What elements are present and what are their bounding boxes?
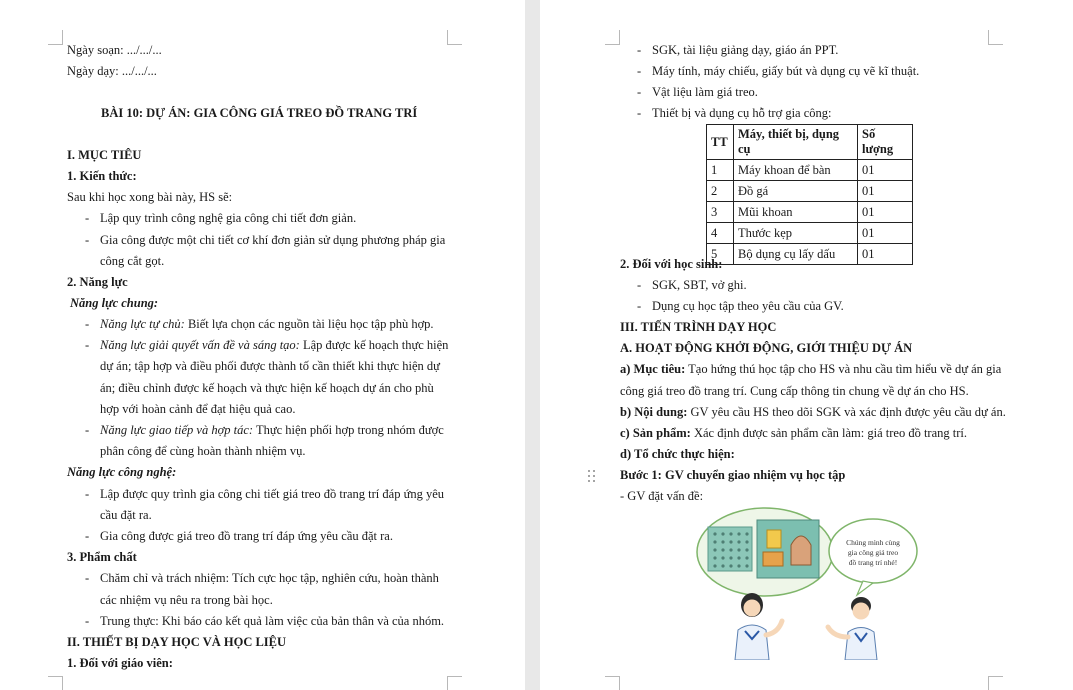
bullet-dash: - <box>637 43 642 57</box>
list-item: Chăm chỉ và trách nhiệm: Tích cực học tập, nghiên cứu, hoàn thành <box>100 571 439 585</box>
table-row <box>707 223 913 244</box>
list-item: Thiết bị và dụng cụ hỗ trợ gia công: <box>652 106 832 120</box>
bullet-dash: - <box>637 278 642 292</box>
bullet-dash: - <box>85 338 90 352</box>
list-item: Trung thực: Khi báo cáo kết quả làm việc của bản thân và của nhóm. <box>100 614 445 628</box>
list-item: SGK, SBT, vở ghi. <box>652 278 747 292</box>
subsection-heading-italic: Năng lực chung: <box>70 296 159 310</box>
item-label: c) Sản phẩm: <box>620 426 691 440</box>
table-header-cell: TT <box>707 125 734 160</box>
table-row <box>707 202 913 223</box>
table-cell: Bộ dụng cụ lấy dấu <box>734 244 858 265</box>
table-cell: Máy khoan để bàn <box>734 160 858 181</box>
right-page <box>540 0 1073 690</box>
paragraph <box>620 425 967 441</box>
prep-date: Ngày soạn: .../.../... <box>67 43 162 57</box>
bullet-dash: - <box>85 317 90 331</box>
table-row <box>707 160 913 181</box>
corner-mark-top-right <box>988 30 1003 45</box>
subsection-heading: 2. Đối với học sinh: <box>620 257 723 271</box>
item-label: a) Mục tiêu: <box>620 362 686 376</box>
table-cell: Mũi khoan <box>734 202 858 223</box>
list-item-continued: dự án; tập hợp và điều phối được thành tố cần thiết khi thực hiện dự <box>100 359 440 373</box>
paragraph <box>620 361 1001 377</box>
illustration-students <box>695 505 925 660</box>
paragraph-heading: d) Tổ chức thực hiện: <box>620 447 735 461</box>
speech-bubble-line: đồ trang trí nhé! <box>848 558 898 567</box>
teach-date: Ngày dạy: .../.../... <box>67 64 157 78</box>
section-heading: I. MỤC TIÊU <box>67 148 142 162</box>
left-page <box>0 0 525 690</box>
table-cell: 1 <box>707 160 734 181</box>
corner-mark-bottom-right <box>988 676 1003 690</box>
list-item-continued: hợp với hoàn cảnh để đạt hiệu quả cao. <box>100 402 296 416</box>
item-text: Biết lựa chọn các nguồn tài liệu học tập phù hợp. <box>184 317 434 331</box>
table-cell: 2 <box>707 181 734 202</box>
list-item-continued: các nhiệm vụ nêu ra trong bài học. <box>100 593 273 607</box>
bullet-dash: - <box>637 64 642 78</box>
list-item-continued: phân công để cùng hoàn thành nhiệm vụ. <box>100 444 306 458</box>
table-row <box>707 244 913 265</box>
list-item: Vật liệu làm giá treo. <box>652 85 758 99</box>
bullet-dash: - <box>637 106 642 120</box>
speech-bubble-line: gia công giá treo <box>847 548 899 557</box>
list-item: Gia công được giá treo đồ trang trí đáp ứng yêu cầu đặt ra. <box>100 529 393 543</box>
corner-mark-bottom-right <box>447 676 462 690</box>
bullet-dash: - <box>85 233 90 247</box>
subsection-heading: 1. Đối với giáo viên: <box>67 656 173 670</box>
list-item: Lập quy trình công nghệ gia công chi tiết đơn giản. <box>100 211 357 225</box>
subsection-heading: 1. Kiến thức: <box>67 169 137 183</box>
section-heading: II. THIẾT BỊ DẠY HỌC VÀ HỌC LIỆU <box>67 635 287 649</box>
subsection-heading-italic: Năng lực công nghệ: <box>67 465 177 479</box>
table-cell: 01 <box>858 223 913 244</box>
paragraph: - GV đặt vấn đề: <box>620 489 704 503</box>
list-item: SGK, tài liệu giảng dạy, giáo án PPT. <box>652 43 839 57</box>
bullet-dash: - <box>85 211 90 225</box>
table-cell: 3 <box>707 202 734 223</box>
item-text: Lập được kế hoạch thực hiện <box>299 338 449 352</box>
table-cell: 01 <box>858 202 913 223</box>
item-text: Thực hiện phối hợp trong nhóm được <box>253 423 444 437</box>
list-item <box>100 422 444 438</box>
list-item <box>100 316 434 332</box>
table-cell: 4 <box>707 223 734 244</box>
paragraph-heading: Bước 1: GV chuyển giao nhiệm vụ học tập <box>620 468 846 482</box>
table-header-cell: Số lượng <box>858 125 913 160</box>
item-text: Xác định được sản phẩm cần làm: giá treo đồ trang trí. <box>690 426 967 440</box>
table-cell: Đồ gá <box>734 181 858 202</box>
corner-mark-top-left <box>605 30 620 45</box>
section-heading: A. HOẠT ĐỘNG KHỞI ĐỘNG, GIỚI THIỆU DỰ ÁN <box>620 341 913 355</box>
corner-mark-bottom-left <box>48 676 63 690</box>
table-header-row <box>707 125 913 160</box>
item-text: GV yêu cầu HS theo dõi SGK và xác định được yêu cầu dự án. <box>687 405 1006 419</box>
paragraph: Sau khi học xong bài này, HS sẽ: <box>67 190 233 204</box>
table-cell: Thước kẹp <box>734 223 858 244</box>
bullet-dash: - <box>85 529 90 543</box>
item-label: Năng lực tự chủ: <box>100 317 185 331</box>
bullet-dash: - <box>85 614 90 628</box>
table-row <box>707 181 913 202</box>
bullet-dash: - <box>637 299 642 313</box>
section-heading: III. TIẾN TRÌNH DẠY HỌC <box>620 320 777 334</box>
table-cell: 01 <box>858 244 913 265</box>
paragraph-continued: công giá treo đồ trang trí. Cung cấp thông tin chung về dự án cho HS. <box>620 384 969 398</box>
bullet-dash: - <box>85 487 90 501</box>
bullet-dash: - <box>85 423 90 437</box>
list-item: Dụng cụ học tập theo yêu cầu của GV. <box>652 299 844 313</box>
paragraph <box>620 404 1006 420</box>
item-label: b) Nội dung: <box>620 405 688 419</box>
table-cell: 5 <box>707 244 734 265</box>
subsection-heading: 3. Phẩm chất <box>67 550 137 564</box>
item-text: Tạo hứng thú học tập cho HS và nhu cầu tìm hiểu về dự án gia <box>685 362 1002 376</box>
list-item-continued: công cắt gọt. <box>100 254 165 268</box>
bullet-dash: - <box>85 571 90 585</box>
list-item: Lập được quy trình gia công chi tiết giá treo đồ trang trí đáp ứng yêu <box>100 487 445 501</box>
item-label: Năng lực giao tiếp và hợp tác: <box>100 423 254 437</box>
corner-mark-top-right <box>447 30 462 45</box>
bullet-dash: - <box>637 85 642 99</box>
list-item: Gia công được một chi tiết cơ khí đơn giản sử dụng phương pháp gia <box>100 233 446 247</box>
table-cell: 01 <box>858 160 913 181</box>
list-item: Máy tính, máy chiếu, giấy bút và dụng cụ vẽ kĩ thuật. <box>652 64 920 78</box>
corner-mark-bottom-left <box>605 676 620 690</box>
speech-bubble-line: Chúng mình cùng <box>846 538 900 547</box>
item-label: Năng lực giải quyết vấn đề và sáng tạo: <box>100 338 300 352</box>
table-header-cell: Máy, thiết bị, dụng cụ <box>734 125 858 160</box>
equipment-table <box>706 124 913 265</box>
subsection-heading: 2. Năng lực <box>67 275 128 289</box>
table-cell: 01 <box>858 181 913 202</box>
corner-mark-top-left <box>48 30 63 45</box>
list-item-continued: án; điều chỉnh được kế hoạch và thực hiện kế hoạch dự án cho phù <box>100 381 434 395</box>
list-item <box>100 337 448 353</box>
paragraph-drag-handle-icon[interactable] <box>588 470 596 484</box>
list-item-continued: cầu đặt ra. <box>100 508 152 522</box>
lesson-title: BÀI 10: DỰ ÁN: GIA CÔNG GIÁ TREO ĐỒ TRANG TRÍ <box>101 106 418 120</box>
